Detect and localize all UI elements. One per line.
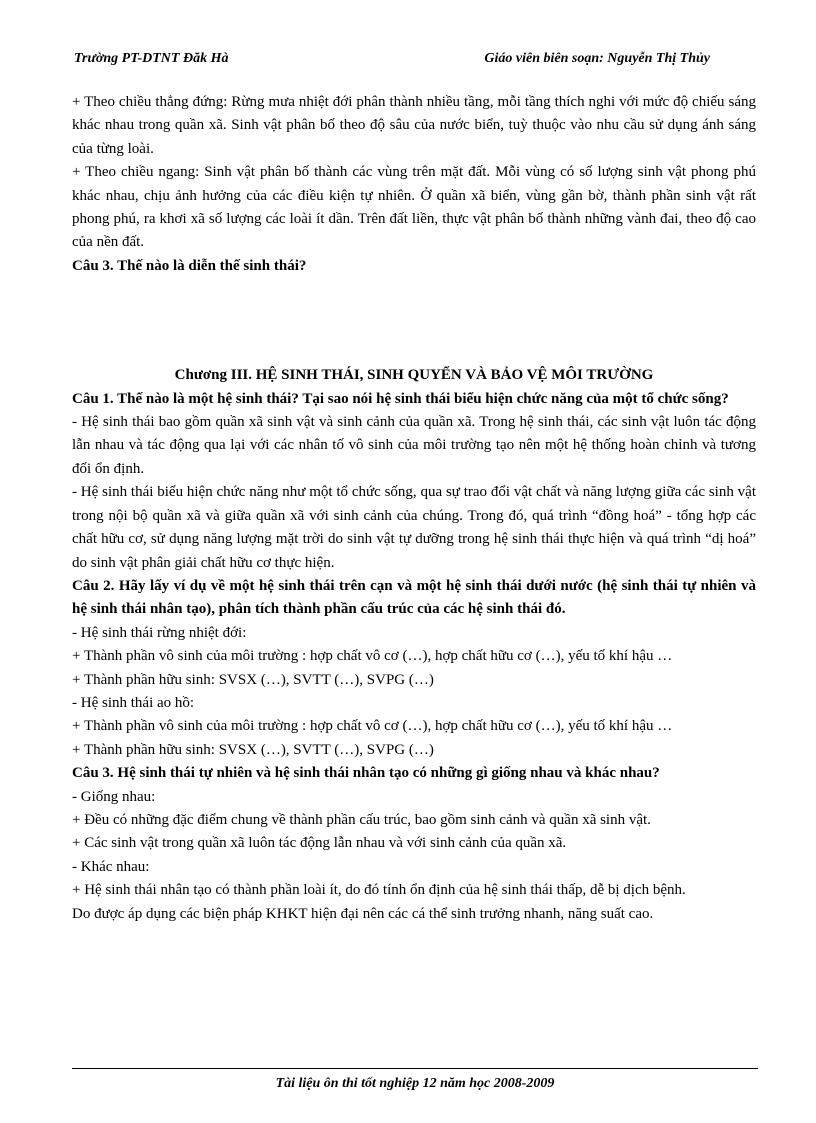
paragraph: + Thành phần hữu sinh: SVSX (…), SVTT (…), SVPG (…) <box>72 741 434 758</box>
document-body <box>72 91 756 926</box>
question-heading: Câu 1. Thế nào là một hệ sinh thái? Tại sao nói hệ sinh thái biểu hiện chức năng của một tổ chức sống? <box>72 390 729 407</box>
paragraph: + Các sinh vật trong quần xã luôn tác động lẫn nhau và với sinh cảnh của quần xã. <box>72 835 567 852</box>
paragraph: + Thành phần vô sinh của môi trường : hợp chất vô cơ (…), hợp chất hữu cơ (…), yếu tố khí hậu … <box>72 718 673 735</box>
paragraph: - Hệ sinh thái ao hồ: <box>72 694 195 711</box>
paragraph: - Hệ sinh thái biểu hiện chức năng như một tổ chức sống, qua sự trao đổi vật chất và năng lượng giữa các sinh vật trong nội bộ quần xã và giữa quần xã với sinh cảnh của chúng. Trong đó, quá trình “đồng hoá” - tổng hợp các chất hữu cơ, sử dụng năng lượng mặt trời do sinh vật tự dưỡng trong hệ sinh thái thực hiện và quá trình “dị hoá” do sinh vật phân giải chất hữu cơ thực hiện. <box>72 484 756 571</box>
paragraph: + Đều có những đặc điểm chung về thành phần cấu trúc, bao gồm sinh cảnh và quần xã sinh vật. <box>72 811 651 828</box>
paragraph: + Thành phần vô sinh của môi trường : hợp chất vô cơ (…), hợp chất hữu cơ (…), yếu tố khí hậu … <box>72 648 673 665</box>
paragraph: + Hệ sinh thái nhân tạo có thành phần loài ít, do đó tính ổn định của hệ sinh thái thấp, dễ bị dịch bệnh. <box>72 882 686 899</box>
paragraph: Do được áp dụng các biện pháp KHKT hiện đại nên các cá thể sinh trưởng nhanh, năng suất cao. <box>72 905 654 922</box>
blank-space <box>72 278 756 364</box>
question-heading: Câu 3. Thế nào là diễn thế sinh thái? <box>72 257 307 274</box>
paragraph: + Thành phần hữu sinh: SVSX (…), SVTT (…), SVPG (…) <box>72 671 434 688</box>
question-heading: Câu 3. Hệ sinh thái tự nhiên và hệ sinh thái nhân tạo có những gì giống nhau và khác nhau? <box>72 765 660 782</box>
paragraph: - Hệ sinh thái bao gồm quần xã sinh vật và sinh cảnh của quần xã. Trong hệ sinh thái, các sinh vật luôn tác động lẫn nhau và tác động qua lại với các nhân tố vô sinh của môi trường tạo nên một hệ thống hoàn chỉnh và tương đối ổn định. <box>72 414 756 477</box>
paragraph: - Hệ sinh thái rừng nhiệt đới: <box>72 624 247 641</box>
chapter-title: Chương III. HỆ SINH THÁI, SINH QUYỂN VÀ BẢO VỆ MÔI TRƯỜNG <box>174 367 654 384</box>
school-name: Trường PT-DTNT Đăk Hà <box>74 51 229 66</box>
footer-divider <box>72 1068 758 1069</box>
page-footer: Tài liệu ôn thi tốt nghiệp 12 năm học 2008-2009 <box>275 1076 555 1091</box>
author-name: Giáo viên biên soạn: Nguyễn Thị Thủy <box>484 51 710 66</box>
paragraph: - Khác nhau: <box>72 858 150 875</box>
question-heading: Câu 2. Hãy lấy ví dụ về một hệ sinh thái trên cạn và một hệ sinh thái dưới nước (hệ sinh thái tự nhiên và hệ sinh thái nhân tạo), phân tích thành phần cấu trúc của các hệ sinh thái đó. <box>72 577 756 618</box>
paragraph: + Theo chiều ngang: Sinh vật phân bố thành các vùng trên mặt đất. Mỗi vùng có số lượng sinh vật phong phú khác nhau, chịu ảnh hưởng của các điều kiện tự nhiên. Ở quần xã biển, vùng gần bờ, thành phần sinh vật rất phong phú, ra khơi xã số lượng các loài ít dần. Trên đất liền, thực vật phân bố thành những vành đai, theo độ cao của nền đất. <box>72 164 756 251</box>
paragraph: - Giống nhau: <box>72 788 156 805</box>
paragraph: + Theo chiều thẳng đứng: Rừng mưa nhiệt đới phân thành nhiều tầng, mỗi tầng thích nghi với mức độ chiếu sáng khác nhau trong quần xã. Sinh vật phân bố theo độ sâu của nước biển, tuỳ thuộc vào nhu cầu sử dụng ánh sáng của từng loài. <box>72 94 756 157</box>
